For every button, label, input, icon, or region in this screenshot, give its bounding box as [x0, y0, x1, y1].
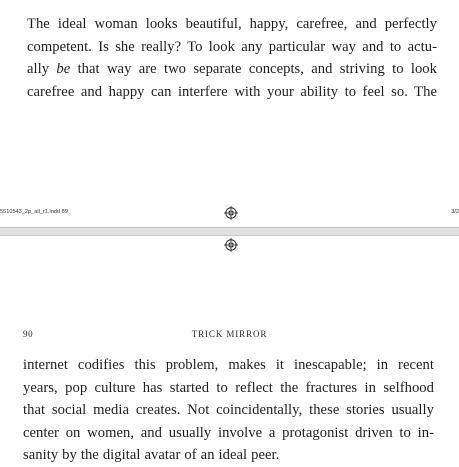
bottom-line-1: internet codifies this problem, makes it inescapable; in recent [23, 357, 434, 373]
top-line-3-emphasis: be [56, 61, 71, 77]
top-line-3-rest: that way are two separate concepts, and striving to look [77, 61, 437, 77]
running-title: TRICK MIRROR [191, 329, 268, 339]
page-number: 90 [23, 329, 34, 339]
top-page [0, 0, 459, 225]
print-slug-left: 5510543_2p_all_r1.indd 89 [0, 209, 68, 215]
top-line-4: carefree and happy can interfere with your ability to feel so. The [27, 83, 437, 100]
top-line-2: competent. Is she really? To look any particular way and to actu- [27, 38, 437, 55]
page-gap [0, 227, 459, 236]
bottom-line-4: center on women, and usually involve a protagonist driven to in- [23, 424, 434, 441]
top-line-3-prefix: ally [27, 61, 57, 77]
registration-mark-icon [224, 238, 238, 252]
bottom-line-3: that social media creates. Not coincidentally, these stories usually [23, 402, 434, 418]
bottom-paragraph [23, 354, 434, 467]
top-line-1: The ideal woman looks beautiful, happy, carefree, and perfectly [27, 16, 437, 32]
top-line-3 [27, 58, 437, 81]
bottom-line-5: sanity by the digital avatar of an ideal peer. [23, 447, 280, 463]
registration-mark-icon [224, 206, 238, 220]
top-paragraph [27, 13, 437, 103]
bottom-line-2: years, pop culture has started to reflect the fractures in selfhood [23, 379, 434, 396]
print-slug-right: 3/2 [451, 209, 459, 215]
